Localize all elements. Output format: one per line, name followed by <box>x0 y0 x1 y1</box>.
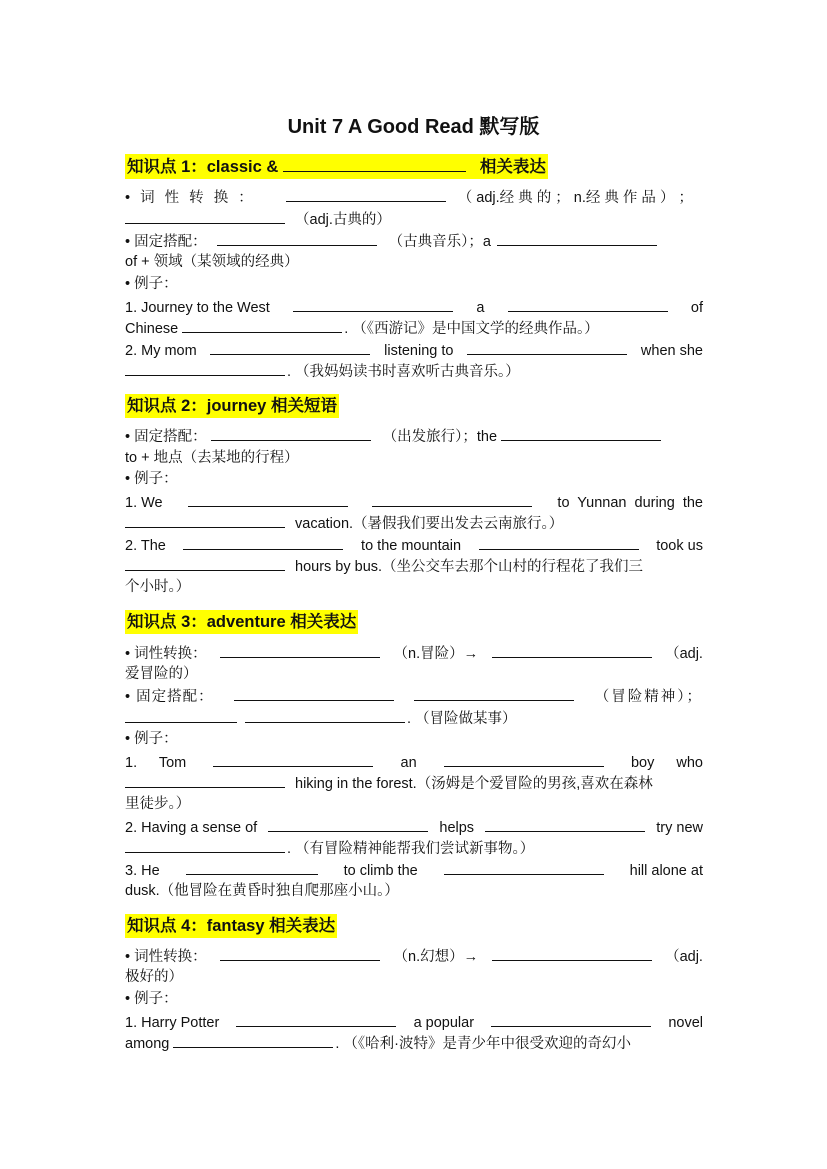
s3-line-2 <box>125 664 703 686</box>
page-title: Unit 7 A Good Read 默写版 <box>287 116 540 138</box>
text: Chinese <box>125 321 179 337</box>
text: （古典音乐）；a <box>388 234 491 250</box>
text: of <box>690 300 703 316</box>
s3-line-4 <box>125 708 703 731</box>
text: of + 领域（某领域的经典） <box>125 254 299 270</box>
text: • 例子： <box>125 276 178 292</box>
text: （出发旅行）；the <box>382 429 498 445</box>
text: （n.幻想）→ <box>393 949 479 965</box>
s3-line-1 <box>125 643 703 666</box>
text: • 例子： <box>125 731 178 747</box>
answer-blank[interactable] <box>444 752 604 767</box>
answer-blank[interactable] <box>501 426 661 441</box>
answer-blank[interactable] <box>125 773 285 788</box>
answer-blank[interactable] <box>286 187 446 202</box>
s1-line-1 <box>125 187 703 210</box>
text: boy who <box>630 755 703 771</box>
s1-line-7 <box>125 318 703 341</box>
s4-line-3 <box>125 989 703 1011</box>
s3-line-6 <box>125 752 703 775</box>
text: . （有冒险精神能帮我们尝试新事物。） <box>287 841 535 857</box>
s4-line-4 <box>125 1012 703 1035</box>
text: hours by bus.（坐公交车去那个山村的行程花了我们三 <box>295 559 644 575</box>
text: • 固定搭配： <box>125 689 214 705</box>
answer-blank[interactable] <box>173 1033 333 1048</box>
answer-blank[interactable] <box>497 231 657 246</box>
text: 1. Tom <box>125 755 187 771</box>
section-3-heading: 知识点 3：adventure 相关表达 <box>125 610 358 634</box>
text: （冒险精神）； <box>594 689 703 705</box>
text: . （我妈妈读书时喜欢听古典音乐。） <box>287 364 520 380</box>
text: • 例子： <box>125 991 178 1007</box>
section-1-heading-suffix: 相关表达 <box>479 158 546 176</box>
text: to Yunnan during the <box>557 495 703 511</box>
answer-blank[interactable] <box>211 426 371 441</box>
heading-blank[interactable] <box>283 155 466 172</box>
text: 2. Having a sense of <box>125 820 258 836</box>
answer-blank[interactable] <box>213 752 373 767</box>
answer-blank[interactable] <box>492 946 652 961</box>
answer-blank[interactable] <box>182 318 342 333</box>
text: • 词 性 转 换 ： <box>125 190 256 206</box>
answer-blank[interactable] <box>414 686 574 701</box>
answer-blank[interactable] <box>485 817 645 832</box>
answer-blank[interactable] <box>220 643 380 658</box>
s2-line-7 <box>125 556 703 579</box>
s4-line-5 <box>125 1033 703 1056</box>
s4-line-1 <box>125 946 703 969</box>
text: to + 地点（去某地的行程） <box>125 450 299 466</box>
text: 1. Harry Potter <box>125 1015 220 1031</box>
text: 极好的） <box>125 969 183 985</box>
text: 2. The <box>125 538 166 554</box>
text: a popular <box>413 1015 475 1031</box>
answer-blank[interactable] <box>125 513 285 528</box>
text: 1. We <box>125 495 163 511</box>
section-4-heading: 知识点 4：fantasy 相关表达 <box>125 914 337 938</box>
s2-line-4 <box>125 492 703 515</box>
answer-blank[interactable] <box>479 535 639 550</box>
answer-blank[interactable] <box>125 361 285 376</box>
text: a <box>476 300 485 316</box>
answer-blank[interactable] <box>372 492 532 507</box>
answer-blank[interactable] <box>125 838 285 853</box>
text: helps <box>439 820 475 836</box>
s1-line-9 <box>125 361 703 384</box>
s4-line-2 <box>125 967 703 989</box>
text: 爱冒险的） <box>125 666 198 682</box>
s3-line-5 <box>125 729 703 751</box>
text: when she <box>640 343 703 359</box>
answer-blank[interactable] <box>508 297 668 312</box>
answer-blank[interactable] <box>236 1012 396 1027</box>
text: an <box>400 755 417 771</box>
s2-line-3 <box>125 469 703 491</box>
s1-line-4 <box>125 252 703 274</box>
answer-blank[interactable] <box>210 340 370 355</box>
text: . （《哈利·波特》是青少年中很受欢迎的奇幻小 <box>335 1036 631 1052</box>
answer-blank[interactable] <box>217 231 377 246</box>
text: 个小时。） <box>125 579 191 595</box>
text: （ adj.经 典 的 ； n.经 典 作 品 ） ； <box>457 190 693 206</box>
s2-line-2 <box>125 448 703 470</box>
s1-line-2 <box>125 209 703 232</box>
text: 2. My mom <box>125 343 197 359</box>
s3-line-10 <box>125 838 703 861</box>
text: hill alone at <box>629 863 703 879</box>
text: . （冒险做某事） <box>407 711 517 727</box>
s1-line-6 <box>125 297 703 320</box>
answer-blank[interactable] <box>186 860 318 875</box>
text: 里徒步。） <box>125 796 191 812</box>
text: • 例子： <box>125 471 178 487</box>
s3-line-8 <box>125 794 703 816</box>
text: novel <box>668 1015 703 1031</box>
text: • 词性转换： <box>125 646 207 662</box>
s2-line-1 <box>125 426 703 449</box>
s1-line-5 <box>125 274 703 296</box>
s1-line-8 <box>125 340 703 363</box>
s3-line-9 <box>125 817 703 840</box>
text: （adj. <box>665 949 703 965</box>
s3-line-11 <box>125 860 703 883</box>
s1-line-3 <box>125 231 703 254</box>
text: try new <box>656 820 703 836</box>
answer-blank[interactable] <box>188 492 348 507</box>
text: . （《西游记》是中国文学的经典作品。） <box>344 321 599 337</box>
text: 1. Journey to the West <box>125 300 270 316</box>
text: • 词性转换： <box>125 949 207 965</box>
text: 3. He <box>125 863 160 879</box>
answer-blank[interactable] <box>125 708 237 723</box>
answer-blank[interactable] <box>444 860 604 875</box>
s2-line-8 <box>125 577 703 599</box>
answer-blank[interactable] <box>183 535 343 550</box>
s3-line-7 <box>125 773 703 796</box>
text: （n.冒险）→ <box>393 646 479 662</box>
text: among <box>125 1036 170 1052</box>
text: took us <box>656 538 703 554</box>
answer-blank[interactable] <box>245 708 405 723</box>
answer-blank[interactable] <box>125 556 285 571</box>
s3-line-12 <box>125 881 703 903</box>
text: hiking in the forest.（汤姆是个爱冒险的男孩,喜欢在森林 <box>295 776 653 792</box>
answer-blank[interactable] <box>293 297 453 312</box>
text: to climb the <box>343 863 418 879</box>
answer-blank[interactable] <box>491 1012 651 1027</box>
text: （adj.古典的） <box>295 212 391 228</box>
answer-blank[interactable] <box>220 946 380 961</box>
s2-line-5 <box>125 513 703 536</box>
answer-blank[interactable] <box>268 817 428 832</box>
s2-line-6 <box>125 535 703 558</box>
text: vacation.（暑假我们要出发去云南旅行。） <box>295 516 564 532</box>
answer-blank[interactable] <box>492 643 652 658</box>
s3-line-3 <box>125 686 703 709</box>
section-1-heading <box>125 154 548 179</box>
text: to the mountain <box>361 538 462 554</box>
text: listening to <box>384 343 454 359</box>
text: • 固定搭配： <box>125 234 207 250</box>
section-2-heading: 知识点 2：journey 相关短语 <box>125 394 339 418</box>
text: （adj. <box>665 646 703 662</box>
answer-blank[interactable] <box>234 686 394 701</box>
text: • 固定搭配： <box>125 429 207 445</box>
answer-blank[interactable] <box>125 209 285 224</box>
text: dusk.（他冒险在黄昏时独自爬那座小山。） <box>125 883 399 899</box>
section-1-heading-text: 知识点 1：classic & <box>127 158 279 176</box>
answer-blank[interactable] <box>467 340 627 355</box>
